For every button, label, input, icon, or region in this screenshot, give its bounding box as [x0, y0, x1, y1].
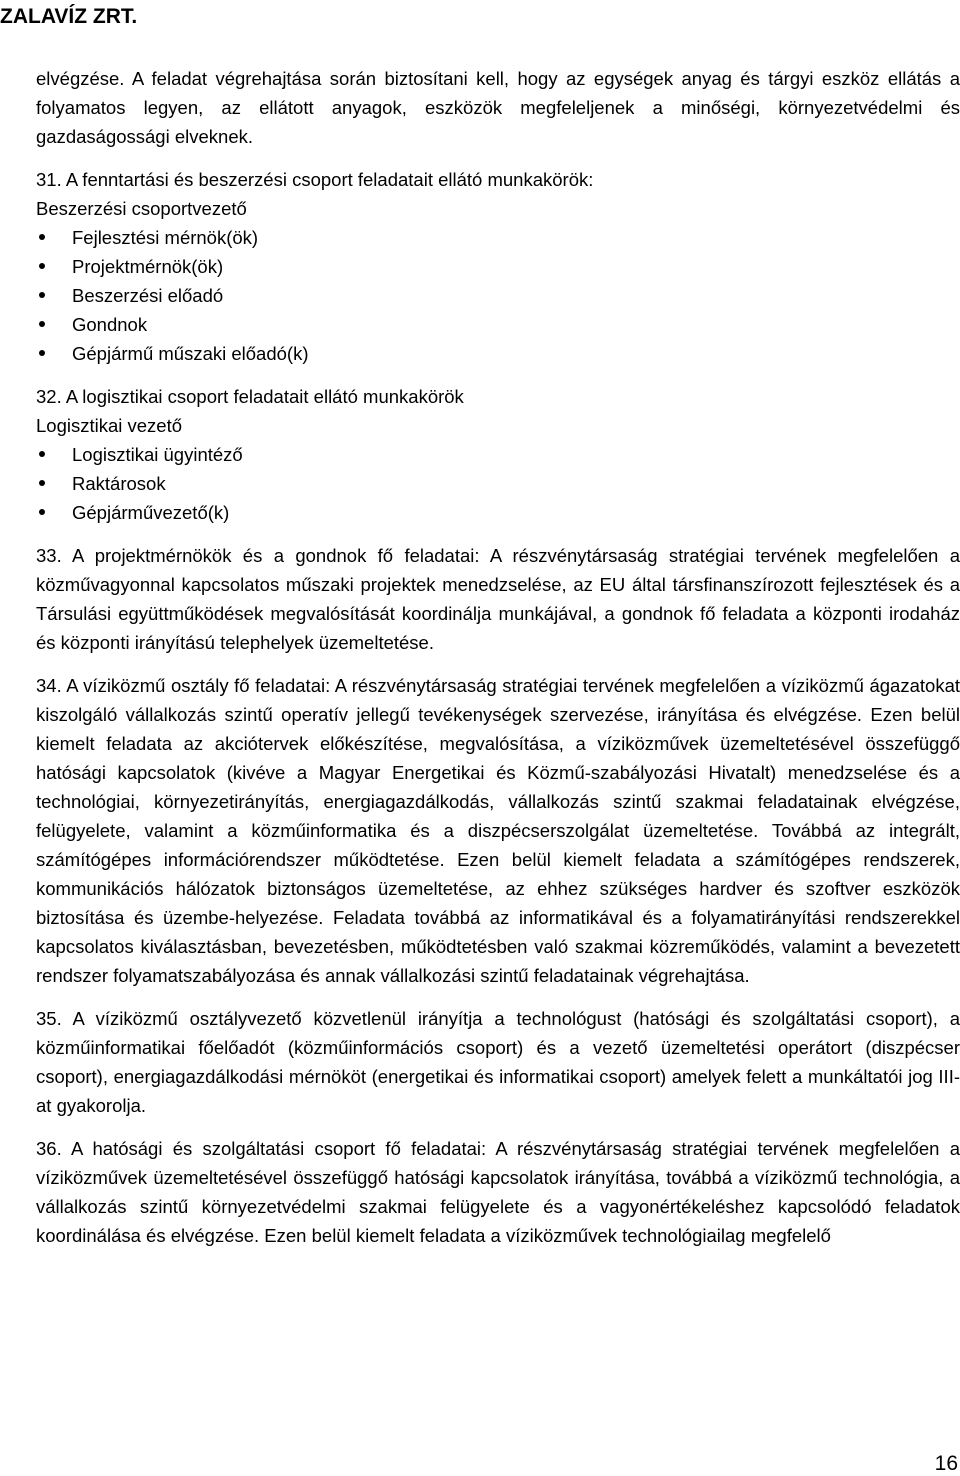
section-31-number: 31. — [36, 169, 62, 190]
section-32 — [36, 382, 960, 527]
section-32-list — [36, 440, 960, 527]
section-32-number: 32. — [36, 386, 62, 407]
list-item: Projektmérnök(ök) — [36, 252, 960, 281]
company-header: ZALAVÍZ ZRT. — [0, 5, 138, 28]
list-item: Raktárosok — [36, 469, 960, 498]
section-36-number: 36. — [36, 1138, 62, 1159]
bullet-icon — [39, 451, 45, 457]
page-number: 16 — [934, 1452, 958, 1475]
list-item: Logisztikai ügyintéző — [36, 440, 960, 469]
list-item: Gondnok — [36, 310, 960, 339]
section-33-number: 33. — [36, 545, 62, 566]
section-35 — [36, 1004, 960, 1120]
section-33 — [36, 541, 960, 657]
bullet-icon — [39, 350, 45, 356]
bullet-icon — [39, 321, 45, 327]
bullet-icon — [39, 234, 45, 240]
section-32-heading — [36, 382, 960, 411]
section-35-text: A víziközmű osztályvezető közvetlenül irányítja a technológust (hatósági és szolgáltatási csoport), a közműinformatikai főelőadót (közműinformációs csoport) és a vezető üzemeltetési operátort (diszpécser csoport), energiagazdálkodási mérnököt (energetikai és informatikai csoport) amelyek felett a munkáltatói jog III-at gyakorolja. — [36, 1008, 960, 1116]
section-36 — [36, 1134, 960, 1250]
bullet-icon — [39, 292, 45, 298]
list-item: Gépjárművezető(k) — [36, 498, 960, 527]
section-34-number: 34. — [36, 675, 62, 696]
section-34 — [36, 671, 960, 990]
list-item: Beszerzési előadó — [36, 281, 960, 310]
intro-paragraph: elvégzése. A feladat végrehajtása során biztosítani kell, hogy az egységek anyag és tárgyi eszköz ellátás a folyamatos legyen, az ellátott anyagok, eszközök megfeleljenek a minőségi, környezetvédelmi és gazdaságossági elveknek. — [36, 68, 960, 147]
section-31 — [36, 165, 960, 368]
section-31-list — [36, 223, 960, 368]
section-36-text: A hatósági és szolgáltatási csoport fő feladatai: A részvénytársaság stratégiai tervének megfelelően a víziközművek üzemeltetésével összefüggő hatósági kapcsolatok irányítása, továbbá a víziközmű technológia, a vállalkozás szintű környezetvédelmi szakmai felügyelete és a vagyonértékeléshez kapcsolódó feladatok koordinálása és elvégzése. Ezen belül kiemelt feladata a víziközművek technológiailag megfelelő — [36, 1138, 960, 1246]
document-body — [36, 64, 960, 1250]
section-31-text: A fenntartási és beszerzési csoport feladatait ellátó munkakörök: — [65, 169, 594, 190]
bullet-icon — [39, 263, 45, 269]
list-item: Fejlesztési mérnök(ök) — [36, 223, 960, 252]
bullet-icon — [39, 480, 45, 486]
section-34-text: A víziközmű osztály fő feladatai: A részvénytársaság stratégiai tervének megfelelően a víziközmű ágazatokat kiszolgáló vállalkozás szintű operatív jellegű tevékenységek szervezése, irányítása és elvégzése. Ezen belül kiemelt feladata az akciótervek előkészítése, megvalósítása, a víziközművek üzemeltetésével összefüggő hatósági kapcsolatok (kivéve a Magyar Energetikai és Közmű-szabályozási Hivatalt) menedzselése és a technológiai, környezetirányítás, energiagazdálkodás, vállalkozás szintű szakmai feladatainak elvégzése, felügyelete, valamint a közműinformatika és a diszpécserszolgálat üzemeltetése. Továbbá az integrált, számítógépes információrendszer működtetése. Ezen belül kiemelt feladata a számítógépes rendszerek, kommunikációs hálózatok biztonságos üzemeltetése, az ehhez szükséges hardver és szoftver eszközök biztosítása és üzembe-helyezése. Feladata továbbá az informatikával és a folyamatirányítási rendszerekkel kapcsolatos kiválasztásban, bevezetésben, működtetésben való szakmai közreműködés, valamint a bevezetett rendszer folyamatszabályozása és annak vállalkozási szintű feladatainak végrehajtása. — [36, 675, 960, 986]
section-35-number: 35. — [36, 1008, 62, 1029]
section-33-text: A projektmérnökök és a gondnok fő feladatai: A részvénytársaság stratégiai tervének megfelelően a közművagyonnal kapcsolatos műszaki projektek menedzselése, az EU által társfinanszírozott fejlesztések és a Társulási együttműködések megvalósítását koordinálja munkájával, a gondnok fő feladata a központi irodaház és központi irányítású telephelyek üzemeltetése. — [36, 545, 960, 653]
section-31-lead: Beszerzési csoportvezető — [36, 198, 247, 219]
bullet-icon — [39, 509, 45, 515]
section-32-lead: Logisztikai vezető — [36, 415, 183, 436]
section-31-heading — [36, 165, 960, 194]
section-32-text: A logisztikai csoport feladatait ellátó munkakörök — [65, 386, 464, 407]
list-item: Gépjármű műszaki előadó(k) — [36, 339, 960, 368]
